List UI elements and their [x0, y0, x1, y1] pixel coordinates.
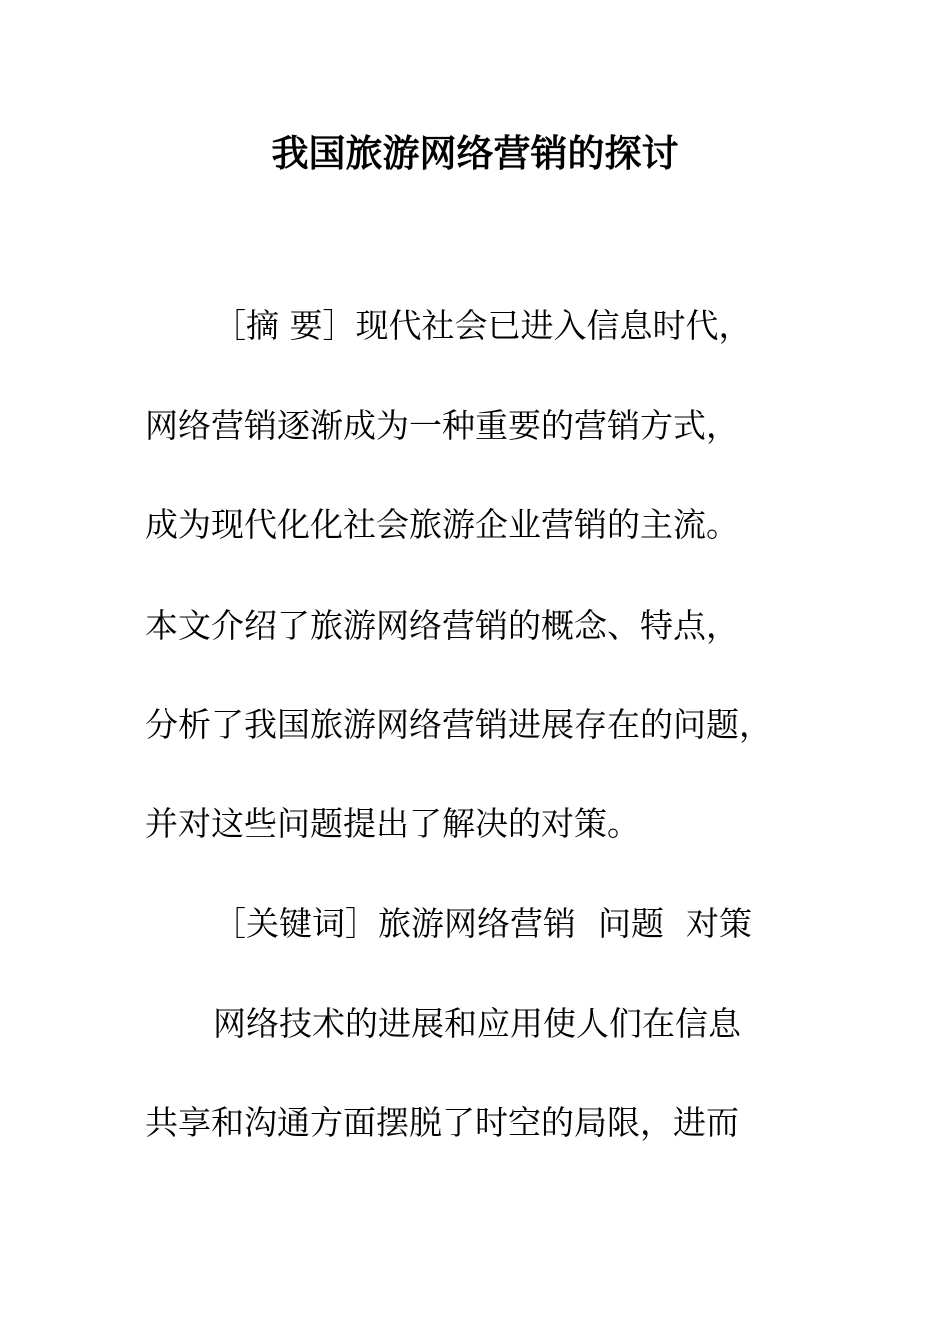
- body-line: 共享和沟通方面摆脱了时空的局限，进而: [145, 1103, 739, 1142]
- abstract-line: 分析了我国旅游网络营销进展存在的问题，: [145, 705, 772, 744]
- keywords-line: [213, 902, 752, 946]
- abstract-line: 网络营销逐渐成为一种重要的营销方式，: [145, 406, 739, 445]
- keyword-item: 问题: [598, 904, 664, 943]
- body-line: 网络技术的进展和应用使人们在信息: [213, 1004, 741, 1043]
- abstract-line: 并对这些问题提出了解决的对策。: [145, 804, 640, 843]
- abstract-line: 本文介绍了旅游网络营销的概念、特点，: [145, 606, 739, 645]
- document-title: 我国旅游网络营销的探讨: [271, 131, 679, 175]
- keywords-label: ［关键词］: [213, 904, 378, 943]
- abstract-line: ［摘 要］现代社会已进入信息时代，: [213, 306, 752, 345]
- keyword-item: 旅游网络营销: [378, 904, 576, 943]
- keyword-item: 对策: [686, 904, 752, 943]
- abstract-line: 成为现代化化社会旅游企业营销的主流。: [145, 505, 739, 544]
